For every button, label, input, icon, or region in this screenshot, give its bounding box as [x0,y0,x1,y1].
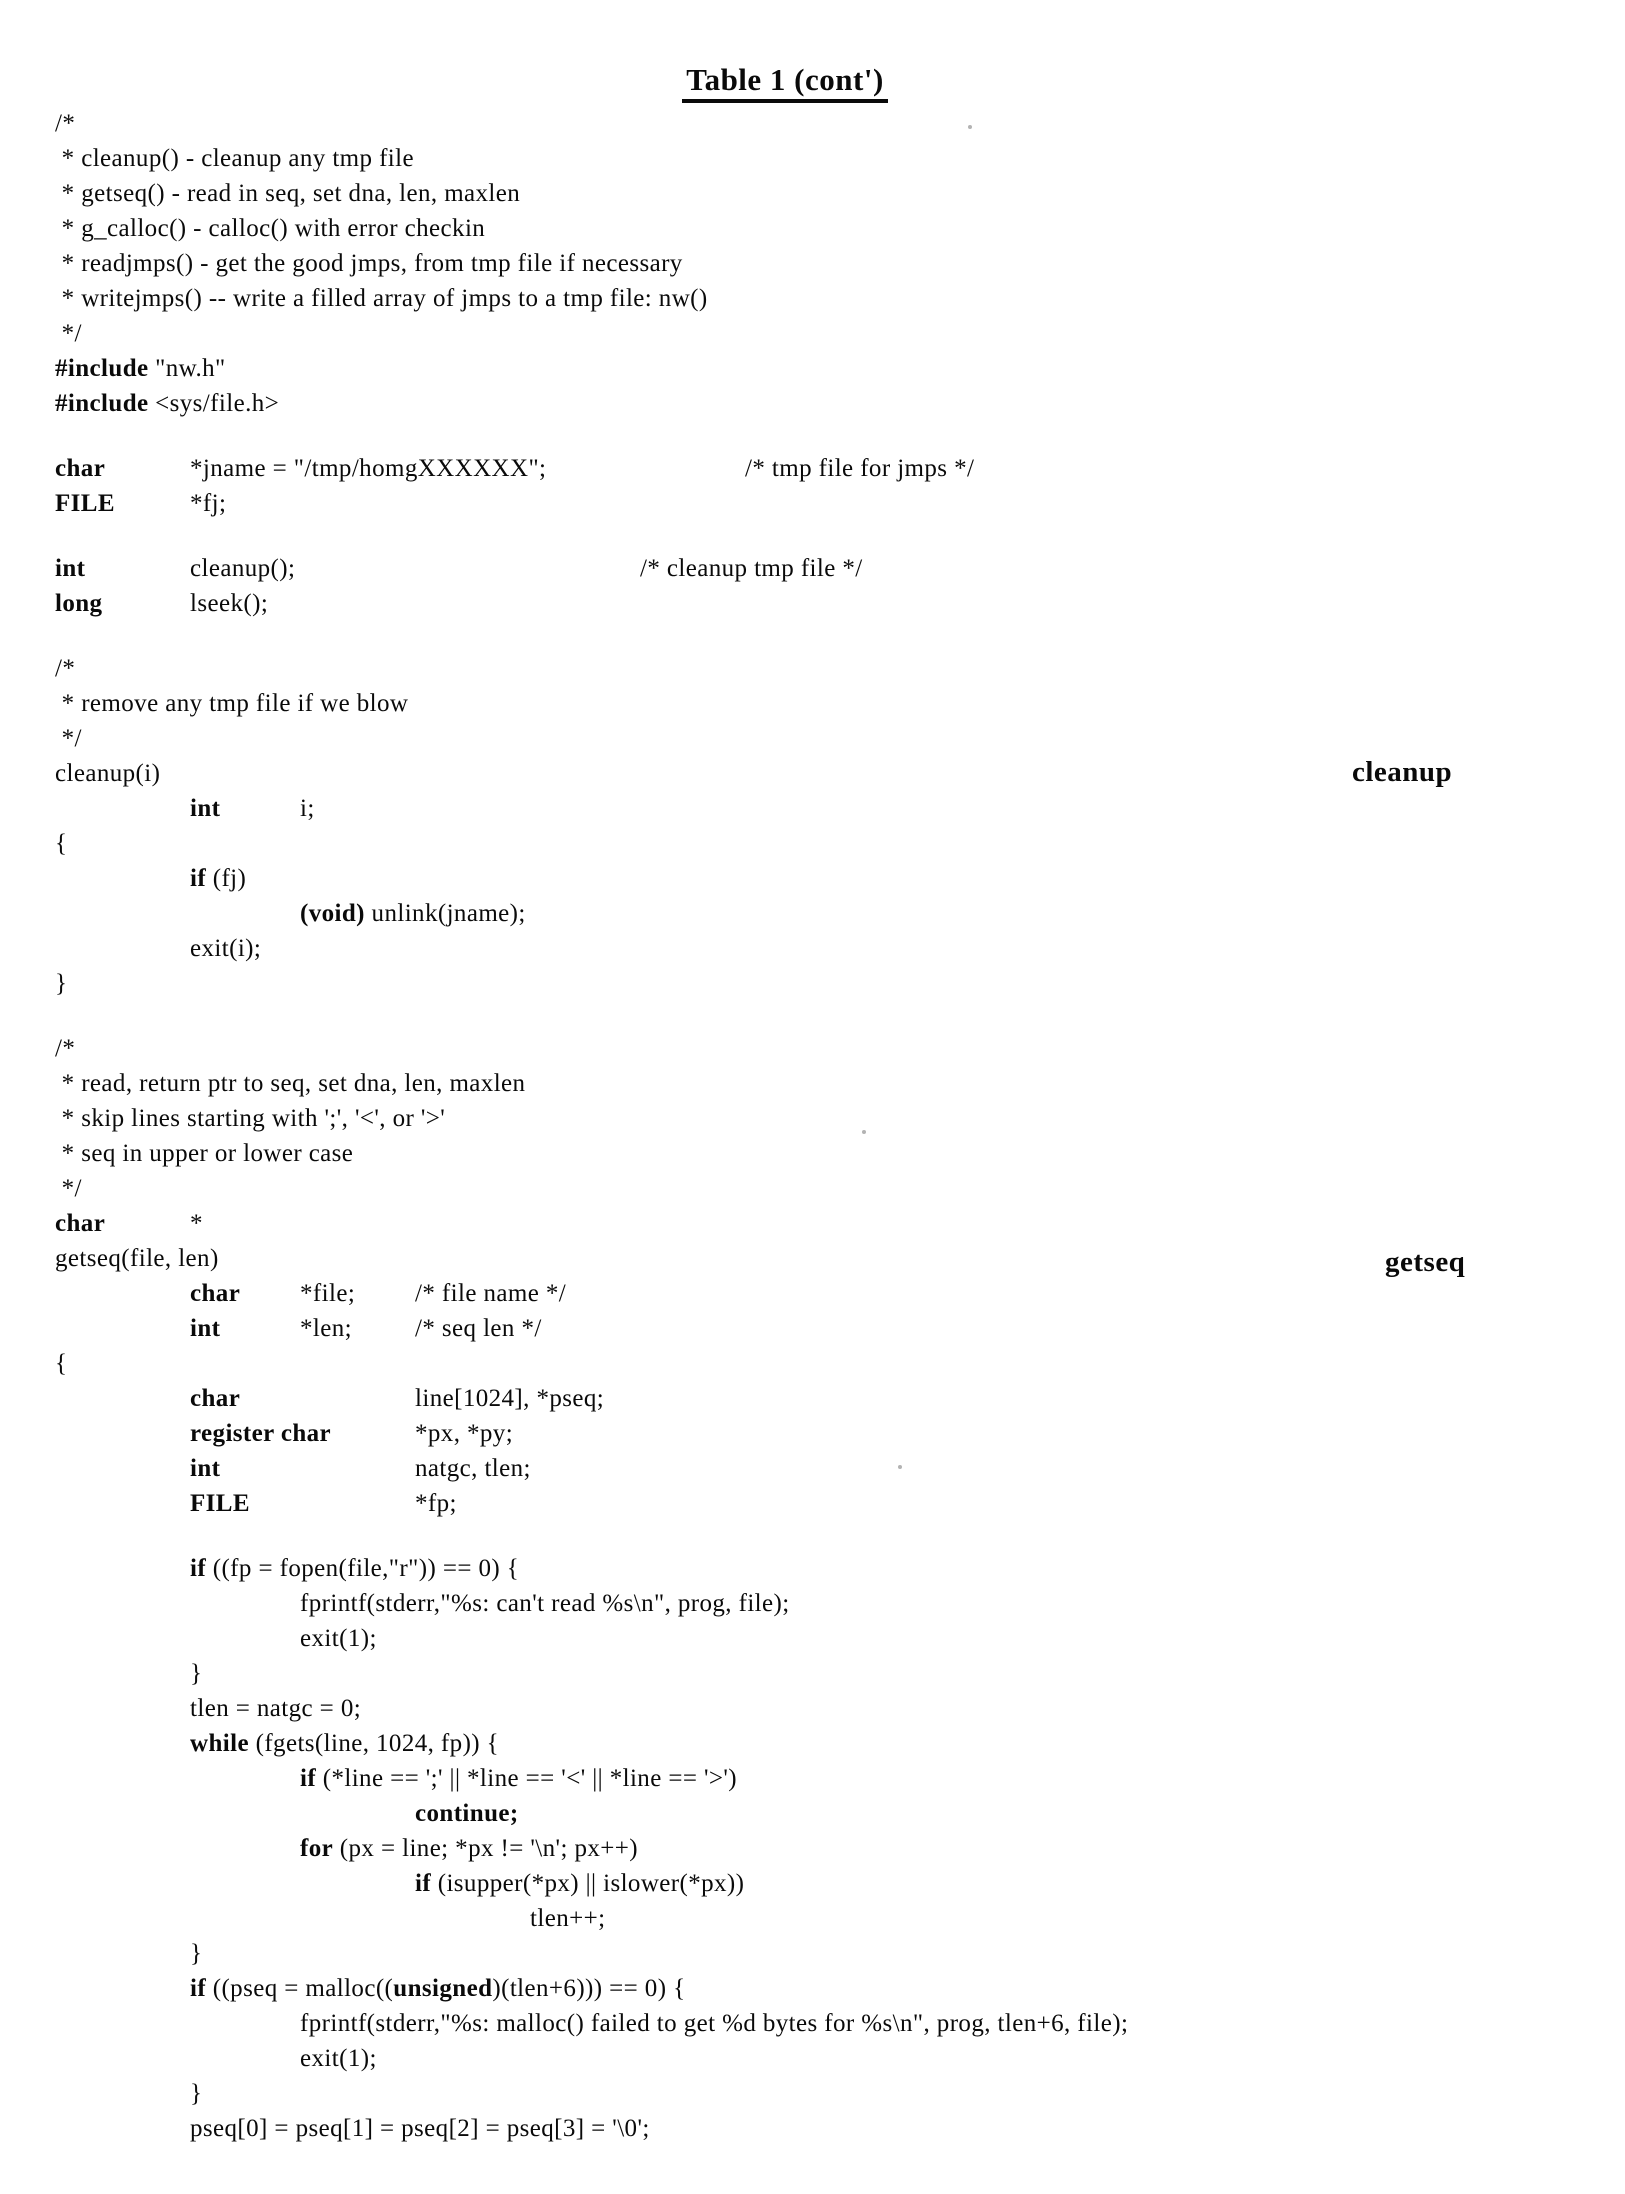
code-line: if ((fp = fopen(file,"r")) == 0) { [190,1555,520,1582]
code-line: tlen = natgc = 0; [190,1695,362,1722]
code-line: int *len; /* seq len */ [190,1315,542,1342]
code-line: * remove any tmp file if we blow [55,690,409,717]
code-line: } [190,1940,203,1967]
code-line [0,521,1625,551]
margin-label-getseq: getseq [1385,1246,1466,1278]
code-line: char *jname = "/tmp/homgXXXXXX"; /* tmp file for jmps */ [55,455,975,482]
code-line: long lseek(); [55,590,269,617]
code-line [0,1001,1625,1031]
code-line [0,1521,1625,1551]
code-line: char * [55,1210,203,1237]
code-line: if (fj) [190,865,247,892]
code-line: continue; [415,1800,519,1827]
code-line: { [55,1350,68,1377]
code-line: } [190,1660,203,1687]
scan-speck [898,1465,902,1469]
code-line: */ [55,1175,82,1202]
code-line: /* [55,655,76,682]
code-line: exit(1); [300,1625,377,1652]
code-listing [0,106,1625,2146]
code-line: FILE *fj; [55,490,227,517]
code-line: while (fgets(line, 1024, fp)) { [190,1730,500,1757]
code-line: * skip lines starting with ';', '<', or '>' [55,1105,446,1132]
code-line: { [55,830,68,857]
code-line: exit(i); [190,935,262,962]
code-line: /* [55,110,76,137]
code-line: * readjmps() - get the good jmps, from tmp file if necessary [55,250,683,277]
code-line: * read, return ptr to seq, set dna, len, maxlen [55,1070,526,1097]
code-line: FILE *fp; [190,1490,457,1517]
code-line: int cleanup(); /* cleanup tmp file */ [55,555,863,582]
code-line: register char *px, *py; [190,1420,514,1447]
code-line: } [190,2080,203,2107]
title-row [0,62,1570,103]
code-line: if (*line == ';' || *line == '<' || *line == '>') [300,1765,738,1792]
code-line: #include <sys/file.h> [55,390,280,417]
scan-speck [862,1130,866,1134]
code-line: if ((pseq = malloc((unsigned)(tlen+6))) == 0) { [190,1975,686,2002]
code-line: fprintf(stderr,"%s: malloc() failed to get %d bytes for %s\n", prog, tlen+6, file); [300,2010,1129,2037]
code-line [0,421,1625,451]
code-line: getseq(file, len) [55,1245,219,1272]
code-line: } [55,970,68,997]
code-line: pseq[0] = pseq[1] = pseq[2] = pseq[3] = '\0'; [190,2115,650,2142]
code-line: * g_calloc() - calloc() with error checkin [55,215,486,242]
code-line: char line[1024], *pseq; [190,1385,605,1412]
code-line: /* [55,1035,76,1062]
code-line: exit(1); [300,2045,377,2072]
code-line: * seq in upper or lower case [55,1140,354,1167]
code-line: cleanup(i) [55,760,161,787]
code-line [0,621,1625,651]
code-line: char *file; /* file name */ [190,1280,567,1307]
table-title: Table 1 (cont') [682,62,888,103]
code-line: * writejmps() -- write a filled array of jmps to a tmp file: nw() [55,285,708,312]
code-line: */ [55,725,82,752]
code-line: #include "nw.h" [55,355,226,382]
code-line: * cleanup() - cleanup any tmp file [55,145,414,172]
margin-label-cleanup: cleanup [1352,756,1453,788]
code-line: tlen++; [530,1905,606,1932]
code-line: (void) unlink(jname); [300,900,526,927]
code-line: if (isupper(*px) || islower(*px)) [415,1870,745,1897]
code-line: * getseq() - read in seq, set dna, len, maxlen [55,180,521,207]
code-line: fprintf(stderr,"%s: can't read %s\n", prog, file); [300,1590,790,1617]
code-line: */ [55,320,82,347]
code-line: int i; [190,795,315,822]
scan-speck [968,125,972,129]
code-line: int natgc, tlen; [190,1455,531,1482]
code-line: for (px = line; *px != '\n'; px++) [300,1835,638,1862]
